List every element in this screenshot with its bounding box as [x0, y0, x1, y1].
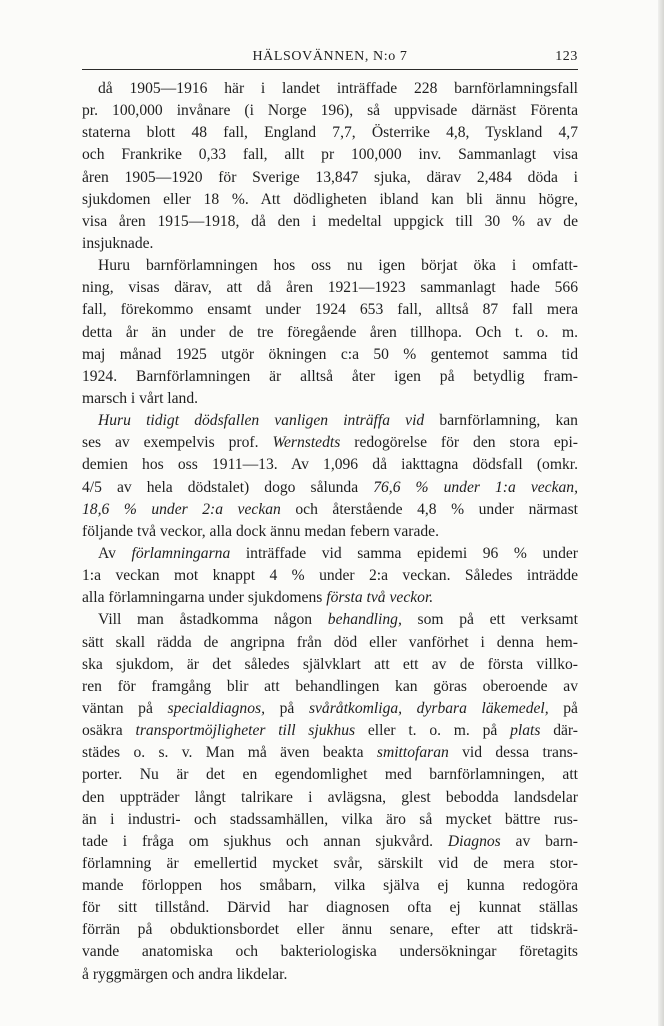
text-line — [82, 853, 578, 875]
paragraph — [82, 410, 578, 543]
text-line — [82, 277, 578, 299]
paragraph — [82, 609, 578, 985]
text-run: då 1905—1916 här i landet inträffade 228 barnförlamningsfall — [98, 80, 578, 97]
header-rule — [82, 69, 578, 70]
text-run: och återstående 4,8 % under närmast — [280, 500, 578, 518]
text-line — [82, 565, 578, 587]
text-line — [82, 211, 578, 233]
text-run: pr. 100,000 invånare (i Norge 196), så uppvisade därnäst Förenta — [82, 102, 578, 120]
text-line — [82, 144, 578, 166]
italic-run: 18,6 % under 2:a veckan — [82, 500, 281, 518]
text-run: 1924. Barnförlamningen är alltså åter igen på betydlig fram- — [82, 367, 578, 385]
text-line — [82, 742, 578, 764]
text-run: ses av exempelvis prof. — [82, 434, 273, 452]
text-run: den uppträder långt talrikare i avlägsna, glest bebodda landsdelar — [82, 788, 578, 806]
text-run: väntan på — [82, 699, 168, 717]
text-line — [82, 875, 578, 897]
italic-run: Wernstedts — [272, 434, 341, 452]
text-run: och Frankrike 0,33 fall, allt pr 100,000 inv. Sammanlagt visa — [82, 146, 578, 164]
text-line — [82, 654, 578, 676]
text-run: demien hos oss 1911—13. Av 1,096 då iakttagna dödsfall (omkr. — [82, 456, 578, 474]
text-line — [82, 521, 578, 543]
text-run: följande två veckor, alla dock ännu medan febern varade. — [82, 522, 439, 540]
text-line — [82, 632, 578, 654]
text-line — [82, 587, 578, 609]
text-run: barnförlamning, kan — [424, 412, 578, 430]
italic-run: svåråtkomliga, dyrbara läkemedel, — [308, 699, 549, 717]
italic-run: plats — [510, 722, 541, 740]
text-line — [82, 454, 578, 476]
text-line — [82, 698, 578, 720]
text-line — [82, 499, 578, 521]
text-line — [82, 764, 578, 786]
text-run: av barn- — [500, 832, 579, 850]
text-run: förlamning är emellertid mycket svår, särskilt vid de mera stor- — [82, 854, 578, 872]
text-line — [82, 344, 578, 366]
italic-run: Diagnos — [447, 832, 501, 850]
text-run: som på ett verksamt — [401, 611, 578, 629]
text-run: på — [548, 699, 578, 717]
text-run: eller t. o. m. på — [355, 722, 511, 740]
text-run: städes o. s. v. Man må även beakta — [82, 744, 377, 762]
text-line — [82, 299, 578, 321]
running-header — [82, 49, 578, 67]
text-run: 4/5 av hela dödstalet) dogo sålunda — [82, 478, 374, 496]
text-line — [82, 78, 578, 100]
text-run: marsch i vårt land. — [82, 389, 199, 407]
text-line — [82, 964, 578, 986]
text-line — [82, 477, 578, 499]
text-run: sätt skall rädda de angripna från död eller vanförhet i denna hem- — [82, 633, 578, 651]
text-run: Vill man åstadkomma någon — [98, 611, 328, 629]
italic-run: specialdiagnos, — [167, 699, 265, 717]
text-line — [82, 787, 578, 809]
text-line — [82, 388, 578, 410]
text-line — [82, 676, 578, 698]
text-line — [82, 897, 578, 919]
paragraph — [82, 255, 578, 410]
italic-run: behandling, — [327, 611, 402, 629]
text-run: vid dessa trans- — [448, 744, 578, 762]
text-run: maj månad 1925 utgör ökningen c:a 50 % gentemot samma tid — [82, 345, 578, 363]
text-run: för sitt tillstånd. Därvid har diagnosen ofta ej kunnat ställas — [82, 899, 578, 917]
text-run: fall, förekommo ensamt under 1924 653 fall, alltså 87 fall mera — [82, 301, 578, 319]
text-line — [82, 720, 578, 742]
text-run: mande förloppen hos småbarn, vilka själva ej kunna redogöra — [82, 877, 578, 895]
text-run: alla förlamningarna under sjukdomens — [82, 589, 327, 607]
text-run: tade i fråga om sjukhus och annan sjukvård. — [82, 832, 448, 850]
body-text — [82, 78, 578, 986]
italic-run: transportmöjligheter till sjukhus — [135, 722, 356, 740]
paragraph — [82, 543, 578, 609]
text-line — [82, 432, 578, 454]
text-run: staterna blott 48 fall, England 7,7, Österrike 4,8, Tyskland 4,7 — [82, 124, 578, 142]
running-title: HÄLSOVÄNNEN, N:o 7 — [252, 49, 408, 64]
text-line — [82, 122, 578, 144]
italic-run: Huru tidigt dödsfallen vanligen inträffa vid — [98, 412, 425, 430]
text-run: 1:a veckan mot knappt 4 % under 2:a veckan. Således inträdde — [82, 567, 578, 585]
text-line — [82, 189, 578, 211]
text-line — [82, 322, 578, 344]
italic-run: smittofaran — [376, 744, 449, 762]
text-line — [82, 255, 578, 277]
text-run: sjukdomen eller 18 %. Att dödligheten ibland kan bli ännu högre, — [82, 190, 578, 208]
italic-run: första två veckor. — [326, 589, 434, 607]
text-run: ska sjukdom, är det således självklart att ett av de första villko- — [82, 655, 578, 673]
paragraph — [82, 78, 578, 255]
text-run: än i industri- och stadssamhällen, vilka äro så mycket bättre rus- — [82, 810, 578, 828]
text-run: vande anatomiska och bakteriologiska undersökningar företagits — [82, 943, 578, 961]
text-run: osäkra — [82, 722, 136, 740]
text-run: där- — [540, 722, 579, 740]
text-run: Av — [98, 544, 132, 562]
text-line — [82, 543, 578, 565]
text-line — [82, 919, 578, 941]
text-line — [82, 100, 578, 122]
text-run: förrän på obduktionsbordet eller ännu senare, efter att tidskrä- — [82, 921, 578, 939]
text-line — [82, 167, 578, 189]
text-run: ren för framgång blir att behandlingen kan göras oberoende av — [82, 677, 578, 695]
text-run: redogörelse för den stora epi- — [340, 434, 579, 452]
text-line — [82, 366, 578, 388]
text-run: inträffade vid samma epidemi 96 % under — [230, 544, 578, 562]
text-line — [82, 809, 578, 831]
text-run: insjuknade. — [82, 234, 154, 252]
page-number: 123 — [555, 49, 578, 64]
text-run: detta år än under de tre föregående åren tillhopa. Och t. o. m. — [82, 323, 578, 341]
text-run: ning, visas därav, att då åren 1921—1923 sammanlagt hade 566 — [82, 279, 578, 297]
text-line — [82, 831, 578, 853]
text-run: å ryggmärgen och andra likdelar. — [82, 965, 288, 983]
text-run: på — [264, 699, 309, 717]
text-run: åren 1905—1920 för Sverige 13,847 sjuka, därav 2,484 döda i — [82, 168, 578, 186]
italic-run: 76,6 % under 1:a veckan, — [373, 478, 579, 496]
text-run: porter. Nu är det en egendomlighet med barnförlamningen, att — [82, 766, 578, 784]
text-line — [82, 609, 578, 631]
italic-run: förlamningarna — [131, 544, 231, 562]
text-line — [82, 941, 578, 963]
text-run: visa åren 1915—1918, då den i medeltal uppgick till 30 % av de — [82, 212, 578, 230]
text-line — [82, 233, 578, 255]
text-run: Huru barnförlamningen hos oss nu igen börjat öka i omfatt- — [98, 257, 578, 275]
text-line — [82, 410, 578, 432]
page-edge-shadow — [658, 0, 664, 1026]
